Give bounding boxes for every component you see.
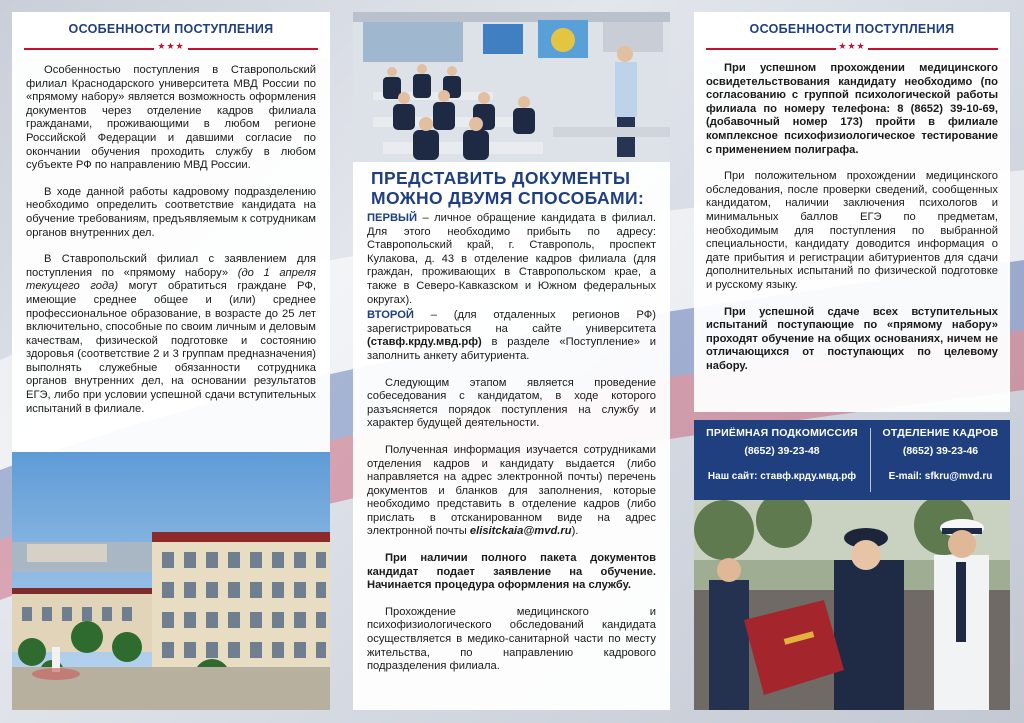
hr-contact <box>871 420 1010 500</box>
text-span: В Ставропольский филиал с заявлением для поступления по «прямому набору» <box>26 253 316 279</box>
second-way-paragraph <box>367 309 656 363</box>
hr-phone[interactable]: (8652) 39-23-46 <box>902 445 979 457</box>
middle-panel <box>353 162 670 710</box>
hr-title: ОТДЕЛЕНИЕ КАДРОВ <box>882 427 999 439</box>
first-way-label: ПЕРВЫЙ <box>367 212 418 224</box>
right-text <box>694 58 1010 373</box>
text-span: – личное обращение кандидата в филиал. Для этого необходимо прибыть по адресу: Ставропольский край, г. Ставрополь, проспект Кулакова, д. 43 в отделение кадров филиала (для граждан, проживающих в Ставропольском крае, а также в Северо-Кавказском и Южном федеральных округах). <box>367 212 656 306</box>
right-paragraph-2: При положительном прохождении медицинского обследования, после проверки сведений, сообщенных кандидатом, наличии заключения психологов и минимальных баллов ЕГЭ по предметам, необходимым для поступления по выбранной специальности, кандидату доводится информация о дате прибытия и регистрации абитуриентов для сдачи дополнительных испытаний по физической подготовке и русскому языку. <box>706 170 998 291</box>
text-span: Полученная информация изучается сотрудниками отделения кадров и кандидату выдается (либо направляется на адрес электронной почты) перечень документов и бланков для заполнения, которые необходимо представить в отделение кадров (либо прислать в отсканированном виде на адрес электронной почты <box>367 443 656 538</box>
right-paragraph-3: При успешной сдаче всех вступительных испытаний поступающие по «прямому набору» проходят обучение на общих основаниях, ничем не отличающихся от поступающих по целевому набору. <box>706 305 998 372</box>
right-paragraph-1: При успешном прохождении медицинского освидетельствования кандидату необходимо (по согласованию с группой психологической работы филиала по номеру телефона: 8 (8652) 39-10-69, (добавочный номер 173) пройти в филиале комплексное психофизиологическое тестирование с применением полиграфа. <box>706 62 998 156</box>
medical-paragraph: Прохождение медицинского и психофизиологического обследований кандидата осуществляется в медико-санитарной части по месту жительства, по направлению кадрового подразделения филиала. <box>367 605 656 673</box>
stars-icon: ★★★ <box>157 41 185 51</box>
left-paragraph-1: Особенностью поступления в Ставропольский филиал Краснодарского университета МВД России по «прямому набору» является возможность оформления документов через отделение кадров филиала гражданами, проживающими в любом регионе Российской Федерации и давшими согласие по окончании обучения проходить службу в любом субъекте РФ по направлению МВД России. <box>26 64 316 172</box>
right-header-title: ОСОБЕННОСТИ ПОСТУПЛЕНИЯ <box>749 22 955 36</box>
interview-paragraph: Следующим этапом является проведение собеседования с кандидатом, в ходе которого разъясняется порядок поступления на службу и характер будущей деятельности. <box>367 376 656 430</box>
left-paragraph-2: В ходе данной работы кадровому подразделению необходимо определить соответствие кандидата на обучение требованиям, предъявляемым к сотрудникам органов внутренних дел. <box>26 185 316 239</box>
ornament-line <box>188 48 318 50</box>
left-paragraph-3 <box>26 253 316 416</box>
middle-text <box>353 208 670 674</box>
ornament-line <box>868 48 998 50</box>
classroom-illustration <box>353 12 670 164</box>
deadline-note: (до 1 апреля текущего года) <box>26 266 316 293</box>
hr-email[interactable]: E-mail: sfkru@mvd.ru <box>888 471 993 482</box>
text-span: могут обратиться граждане РФ, имеющие среднее общее и (или) среднее профессиональное образование, в возрасте до 25 лет включительно, способные по своим личным и деловым качествам, физической подготовке и состоянию здоровья (соответствие 2 и 3 группам предназначения) выполнять служебные обязанности сотрудника органов внутренних дел, на основании результатов ЕГЭ, либо при условии успешной сдачи вступительных испытаний в филиале. <box>26 280 316 415</box>
left-header-title: ОСОБЕННОСТИ ПОСТУПЛЕНИЯ <box>68 22 274 36</box>
hr-email-link[interactable]: elisitckaia@mvd.ru <box>469 525 572 538</box>
classroom-photo <box>353 12 670 164</box>
right-header-ornament <box>694 43 1010 53</box>
middle-title <box>353 162 670 208</box>
right-panel <box>694 12 1010 412</box>
building-illustration <box>12 452 330 710</box>
oath-ceremony-photo <box>694 500 1010 710</box>
oath-ceremony-illustration <box>694 500 1010 710</box>
left-header <box>12 12 330 58</box>
website-link[interactable]: Наш сайт: ставф.крду.мвд.рф <box>707 471 857 482</box>
documents-paragraph <box>367 444 656 539</box>
left-panel <box>12 12 330 452</box>
admissions-title: ПРИЁМНАЯ ПОДКОМИССИЯ <box>706 427 858 439</box>
text-span: – (для отдаленных регионов РФ) зарегистрироваться на сайте университета <box>367 309 656 335</box>
middle-title-line-1: ПРЕДСТАВИТЬ ДОКУМЕНТЫ <box>371 168 631 188</box>
text-span: в разделе «Поступление» и заполнить анкету абитуриента. <box>367 336 656 362</box>
left-text <box>12 58 330 416</box>
contact-bar <box>694 420 1010 500</box>
building-photo <box>12 452 330 710</box>
left-header-ornament <box>12 43 330 53</box>
first-way-paragraph <box>367 212 656 307</box>
university-site-link[interactable]: (ставф.крду.мвд.рф) <box>367 336 482 349</box>
right-header <box>694 12 1010 58</box>
admissions-phone[interactable]: (8652) 39-23-48 <box>744 445 820 457</box>
second-way-label: ВТОРОЙ <box>367 309 414 322</box>
admissions-contact <box>694 420 870 500</box>
text-span: ). <box>571 525 579 538</box>
full-package-paragraph: При наличии полного пакета документов кандидат подает заявление на обучение. Начинается процедура оформления на службу. <box>367 552 656 592</box>
middle-title-line-2: МОЖНО ДВУМЯ СПОСОБАМИ: <box>371 188 645 208</box>
stars-icon: ★★★ <box>838 41 866 51</box>
